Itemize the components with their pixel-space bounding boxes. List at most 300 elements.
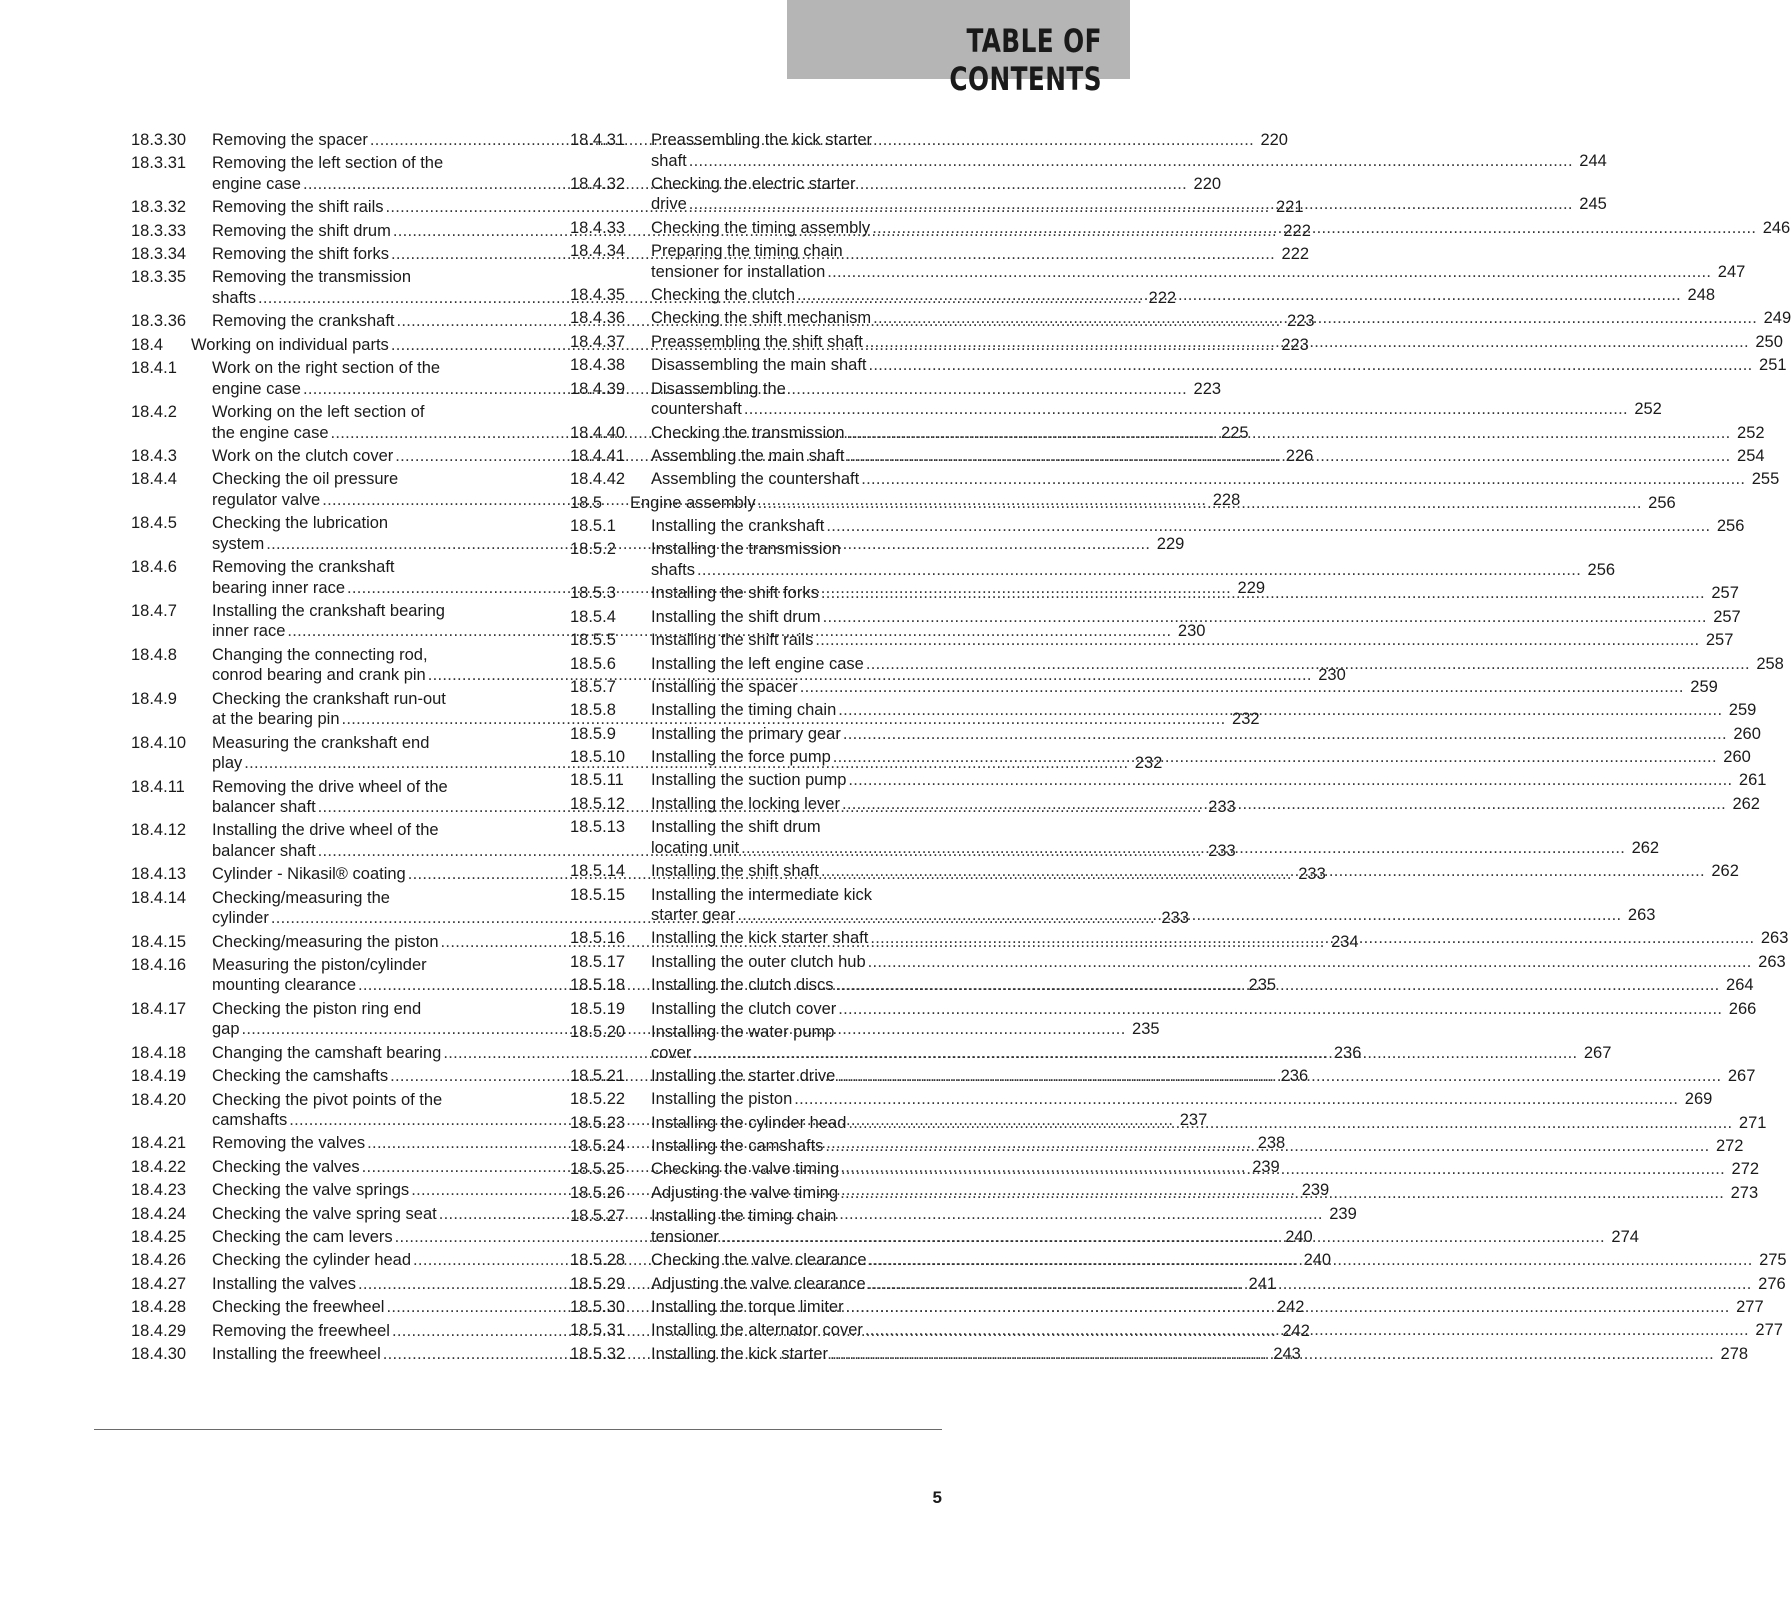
dot-leader <box>815 630 1699 651</box>
dot-leader <box>838 700 1722 721</box>
toc-entry-page: 232 <box>1134 754 1163 773</box>
dot-leader <box>689 151 1573 172</box>
dot-leader <box>758 493 1642 514</box>
toc-entry-page: 222 <box>1283 221 1311 240</box>
toc-entry-number: 18.4.4 <box>131 470 177 489</box>
dot-leader <box>869 1250 1753 1271</box>
toc-entry-page: 256 <box>1648 493 1676 512</box>
toc-entry-title-line: Installing the shift drum <box>651 607 821 626</box>
toc-entry-page: 248 <box>1687 286 1716 305</box>
toc-entry-title-line: camshafts <box>212 1111 288 1130</box>
toc-entry-page: 267 <box>1727 1066 1756 1085</box>
toc-entry-page: 230 <box>1318 666 1346 685</box>
toc-entry-number: 18.5.19 <box>570 999 626 1018</box>
toc-entry-number: 18.3.32 <box>131 198 187 217</box>
dot-leader <box>869 355 1753 376</box>
toc-entry-number: 18.4.35 <box>570 286 626 305</box>
dot-leader <box>870 928 1754 949</box>
toc-entry-page: 242 <box>1282 1321 1310 1340</box>
toc-entry-number: 18.4.6 <box>131 558 177 577</box>
toc-entry-title-line: cylinder <box>212 909 269 928</box>
toc-entry-number: 18.4.41 <box>570 446 626 465</box>
toc-entry-page: 258 <box>1756 654 1784 673</box>
toc-entry-page: 257 <box>1705 631 1734 650</box>
toc-entry-page: 235 <box>1132 1020 1160 1039</box>
toc-entry-title-line: Installing the camshafts <box>651 1137 824 1156</box>
toc-entry-title-line: Checking the valve spring seat <box>212 1204 437 1223</box>
toc-entry-number: 18.4.40 <box>570 423 626 442</box>
toc-entry-page: 249 <box>1763 309 1791 328</box>
toc-entry-page: 243 <box>1273 1344 1301 1363</box>
toc-entry-title-line: Removing the valves <box>212 1134 366 1153</box>
toc-entry[interactable] <box>570 999 1757 1020</box>
dot-leader <box>861 469 1745 490</box>
toc-entry-title-line: Adjusting the valve timing <box>651 1183 839 1202</box>
toc-entry-page: 233 <box>1298 865 1326 884</box>
toc-entry-number: 18.4.5 <box>131 514 177 533</box>
toc-entry-page: 252 <box>1634 400 1662 419</box>
toc-entry-title-line: system <box>212 534 265 553</box>
toc-entry-number: 18.4.29 <box>131 1321 187 1340</box>
toc-entry-page: 262 <box>1631 838 1660 857</box>
toc-entry-page: 263 <box>1758 952 1786 971</box>
toc-entry-title-line: regulator valve <box>212 490 321 509</box>
toc-entry-number: 18.4.19 <box>131 1067 187 1086</box>
toc-entry-page: 236 <box>1333 1043 1362 1062</box>
page-number: 5 <box>932 1488 942 1507</box>
toc-entry-number: 18.4.15 <box>131 932 187 951</box>
toc-entry-page: 276 <box>1758 1274 1786 1293</box>
dot-leader <box>865 1320 1749 1341</box>
dot-leader <box>821 583 1705 604</box>
toc-entry-title-line: Installing the shift shaft <box>651 862 819 881</box>
toc-entry-number: 18.3.33 <box>131 221 187 240</box>
toc-entry-page: 261 <box>1738 771 1767 790</box>
dot-leader <box>833 747 1717 768</box>
toc-entry-title-line: Checking the pivot points of the <box>212 1090 443 1109</box>
toc-entry-title-line: Removing the left section of the <box>212 154 444 173</box>
toc-entry-title-line: Engine assembly <box>630 493 756 512</box>
toc-entry-title-line: Removing the shift rails <box>212 198 384 217</box>
toc-entry-title-line: drive <box>651 195 687 214</box>
toc-entry-title-line: Working on the left section of <box>212 403 425 422</box>
toc-entry-title <box>651 469 1780 490</box>
toc-entry-title-line: countershaft <box>651 400 742 419</box>
toc-entry-page: 246 <box>1762 218 1791 237</box>
toc-entry-page: 234 <box>1331 932 1359 951</box>
toc-entry[interactable] <box>570 469 1780 490</box>
toc-entry-title-line: Checking the transmission <box>651 423 845 442</box>
toc-entry[interactable] <box>570 1089 1713 1110</box>
toc-entry-page: 223 <box>1287 312 1315 331</box>
toc-entry-title-line: Checking the clutch <box>651 286 795 305</box>
toc-entry[interactable] <box>570 724 1761 745</box>
dot-leader <box>821 861 1705 882</box>
toc-entry-number: 18.4.7 <box>131 601 177 620</box>
dot-leader <box>847 423 1731 444</box>
toc-entry-title-line: Installing the clutch discs <box>651 976 834 995</box>
toc-entry-page: 230 <box>1177 622 1206 641</box>
toc-entry-page: 262 <box>1732 794 1760 813</box>
toc-entry-title-line: balancer shaft <box>212 798 316 817</box>
toc-entry-number: 18.5.14 <box>570 862 626 881</box>
toc-entry-page: 257 <box>1711 584 1739 603</box>
dot-leader <box>826 516 1710 537</box>
toc-entry-title <box>651 355 1787 376</box>
toc-entry-page: 220 <box>1193 174 1222 193</box>
toc-entry-number: 18.5.25 <box>570 1160 626 1179</box>
toc-entry-page: 256 <box>1587 560 1616 579</box>
toc-entry-title-line: Installing the suction pump <box>651 771 847 790</box>
dot-leader <box>868 952 1752 973</box>
toc-entry[interactable] <box>570 516 1745 537</box>
toc-entry-number: 18.4.39 <box>570 379 626 398</box>
toc-entry-title-line: Checking/measuring the piston <box>212 932 439 951</box>
toc-entry-title-line: conrod bearing and crank pin <box>212 666 426 685</box>
toc-entry-number: 18.5.16 <box>570 929 626 948</box>
toc-entry-title-line: Measuring the crankshaft end <box>212 733 430 752</box>
toc-entry-page: 267 <box>1583 1043 1612 1062</box>
toc-entry-number: 18.4.24 <box>131 1204 187 1223</box>
toc-entry-number: 18.5.4 <box>570 607 616 626</box>
toc-entry-number: 18.4.18 <box>131 1043 187 1062</box>
toc-entry-number: 18.3.30 <box>131 131 187 149</box>
toc-entry-title-line: Checking the valves <box>212 1157 360 1176</box>
toc-entry-title-line: Installing the water pump <box>651 1023 835 1041</box>
dot-leader <box>840 1183 1724 1204</box>
toc-entry-page: 244 <box>1579 151 1607 170</box>
toc-entry-number: 18.4.42 <box>570 470 626 489</box>
toc-entry-number: 18.4.11 <box>131 777 185 796</box>
toc-entry-title-line: Removing the spacer <box>212 131 368 149</box>
toc-entry-number: 18.4.1 <box>131 359 177 378</box>
dot-leader <box>693 1043 1577 1064</box>
dot-leader <box>794 1089 1678 1110</box>
toc-entry-title-line: the engine case <box>212 423 329 442</box>
toc-entry-title-line: Checking the camshafts <box>212 1067 389 1086</box>
toc-entry-page: 242 <box>1276 1298 1305 1317</box>
toc-entry-page: 259 <box>1728 701 1757 720</box>
toc-entry-title-line: Preparing the timing chain <box>651 242 843 261</box>
toc-entry-page: 277 <box>1755 1321 1783 1340</box>
toc-entry-page: 229 <box>1237 578 1266 597</box>
toc-entry-title-line: Changing the connecting rod, <box>212 645 428 664</box>
toc-entry-title <box>651 654 1784 675</box>
toc-entry-page: 263 <box>1760 929 1789 948</box>
toc-entry-title-line: Installing the crankshaft <box>651 517 825 536</box>
toc-entry-page: 272 <box>1715 1137 1744 1156</box>
toc-entry-page: 252 <box>1737 423 1765 442</box>
toc-entry-title-line: Checking the cylinder head <box>212 1251 412 1270</box>
toc-entry-title-line: Adjusting the valve clearance <box>651 1274 866 1293</box>
toc-entry-title-line: Assembling the countershaft <box>651 470 860 489</box>
toc-entry-title-line: Disassembling the main shaft <box>651 356 867 375</box>
toc-entry-page: 223 <box>1193 379 1222 398</box>
toc-entry[interactable] <box>570 654 1784 675</box>
dot-leader <box>827 262 1711 283</box>
dot-leader <box>873 308 1757 329</box>
toc-entry-page: 275 <box>1759 1251 1787 1270</box>
toc-entry-title-line: Installing the clutch cover <box>651 999 837 1018</box>
toc-entry-title-line: Cylinder - Nikasil® coating <box>212 865 406 884</box>
toc-entry-number: 18.4.32 <box>570 174 626 193</box>
dot-leader <box>848 1113 1732 1134</box>
toc-entry-page: 240 <box>1303 1251 1332 1270</box>
toc-entry-number: 18.5.31 <box>570 1321 626 1340</box>
toc-entry-title <box>651 1089 1713 1110</box>
toc-entry-number: 18.5.10 <box>570 748 626 767</box>
dot-leader <box>865 332 1749 353</box>
toc-entry-number: 18.5.8 <box>570 701 616 720</box>
toc-entry-title-line: Installing the valves <box>212 1274 356 1293</box>
toc-entry-number: 18.5.2 <box>570 540 616 559</box>
toc-entry-page: 236 <box>1280 1067 1309 1086</box>
toc-entry-number: 18.5.18 <box>570 976 626 995</box>
toc-entry-title-line: Checking the piston ring end <box>212 999 422 1018</box>
toc-entry-number: 18.4.3 <box>131 446 177 465</box>
toc-entry-title-line: Installing the shift forks <box>651 584 819 603</box>
dot-leader <box>721 1227 1605 1248</box>
toc-entry-page: 238 <box>1257 1134 1286 1153</box>
toc-entry-title-line: Installing the drive wheel of the <box>212 821 439 840</box>
toc-entry-page: 223 <box>1281 335 1309 354</box>
toc-entry-title-line: Assembling the main shaft <box>651 446 845 465</box>
toc-entry-title-line: Checking the valve timing <box>651 1160 840 1179</box>
toc-entry-title-line: Installing the shift drum <box>651 818 821 837</box>
toc-entry-title-line: cover <box>651 1043 692 1062</box>
toc-entry-page: 263 <box>1627 906 1656 925</box>
toc-entry-page: 235 <box>1248 976 1277 995</box>
toc-entry-number: 18.4.28 <box>131 1298 187 1317</box>
toc-entry-title-line: Installing the crankshaft bearing <box>212 601 445 620</box>
toc-entry-page: 239 <box>1252 1157 1280 1176</box>
toc-entry-title-line: Installing the primary gear <box>651 724 841 743</box>
toc-entry-title-line: Checking the timing assembly <box>651 218 871 237</box>
toc-entry-page: 264 <box>1726 976 1754 995</box>
toc-entry-title <box>651 724 1761 745</box>
toc-entry-number: 18.3.35 <box>131 268 187 287</box>
toc-entry-page: 239 <box>1301 1181 1330 1200</box>
toc-entry-number: 18.4.14 <box>131 888 187 907</box>
toc-entry-number: 18.5.26 <box>570 1183 626 1202</box>
toc-entry-number: 18.4.21 <box>131 1134 187 1153</box>
dot-leader <box>825 1136 1709 1157</box>
toc-entry-title-line: Installing the spacer <box>651 677 798 696</box>
toc-entry-page: 245 <box>1579 195 1607 214</box>
dot-leader <box>800 677 1684 698</box>
toc-entry-number: 18.3.34 <box>131 245 187 264</box>
dot-leader <box>697 560 1581 581</box>
toc-entry-page: 257 <box>1713 607 1741 626</box>
dot-leader <box>847 446 1731 467</box>
toc-entry-page: 237 <box>1179 1111 1208 1130</box>
toc-entry-page: 229 <box>1156 534 1185 553</box>
toc-entry-number: 18.4.8 <box>131 645 177 664</box>
toc-entry-page: 239 <box>1329 1204 1357 1223</box>
toc-entry-number: 18.5.15 <box>570 885 626 904</box>
toc-entry-number: 18.5.20 <box>570 1023 626 1041</box>
toc-entry-title-line: Installing the timing chain <box>651 1207 837 1226</box>
toc-entry-number: 18.4.36 <box>570 309 626 328</box>
toc-entry-title-line: Installing the shift rails <box>651 631 814 650</box>
toc-entry-title-line: shaft <box>651 151 687 170</box>
toc-entry-number: 18.5 <box>570 493 603 512</box>
toc-entry-page: 250 <box>1755 332 1783 351</box>
toc-entry-page: 255 <box>1751 470 1780 489</box>
dot-leader <box>866 654 1750 675</box>
toc-entry-title-line: engine case <box>212 174 301 193</box>
toc-entry-number: 18.5.22 <box>570 1090 626 1109</box>
toc-entry-page: 272 <box>1731 1160 1760 1179</box>
toc-entry-number: 18.4.37 <box>570 332 626 351</box>
toc-entry-title-line: at the bearing pin <box>212 710 340 729</box>
dot-leader <box>843 724 1727 745</box>
toc-entry-page: 262 <box>1711 862 1739 881</box>
toc-entry-title-line: mounting clearance <box>212 976 357 995</box>
dot-leader <box>741 838 1625 859</box>
toc-entry[interactable] <box>570 952 1786 973</box>
toc-entry-title-line: Installing the kick starter <box>651 1344 828 1363</box>
toc-entry[interactable] <box>570 607 1741 628</box>
toc-entry-number: 18.4 <box>131 335 164 354</box>
header-banner <box>787 0 1130 98</box>
toc-entry-number: 18.4.33 <box>570 218 626 237</box>
toc-entry-title-line: Checking the valve springs <box>212 1181 410 1200</box>
toc-entry-title-line: starter gear <box>651 906 736 925</box>
toc-entry-title-line: Work on the clutch cover <box>212 446 394 465</box>
toc-entry-number: 18.4.34 <box>570 242 626 261</box>
toc-entry-number: 18.4.23 <box>131 1181 187 1200</box>
toc-entry-page: 232 <box>1232 710 1260 729</box>
toc-entry-title-line: Installing the alternator cover <box>651 1321 863 1340</box>
toc-entry-number: 18.5.1 <box>570 517 616 536</box>
toc-entry-title-line: inner race <box>212 622 286 641</box>
toc-entry-title-line: Installing the freewheel <box>212 1344 381 1363</box>
toc-entry-title-line: gap <box>212 1020 240 1039</box>
toc-entry-title-line: play <box>212 754 243 773</box>
toc-entry-number: 18.5.12 <box>570 794 626 813</box>
toc-entry-number: 18.4.16 <box>131 955 187 974</box>
toc-entry-page: 269 <box>1684 1090 1713 1109</box>
dot-leader <box>842 794 1726 815</box>
toc-entry-number: 18.5.9 <box>570 724 616 743</box>
toc-entry-title-line: Removing the crankshaft <box>212 312 395 331</box>
toc-entry-title-line: Preassembling the shift shaft <box>651 332 863 351</box>
toc-entry-page: 251 <box>1759 356 1787 375</box>
toc-entry-title-line: Checking the oil pressure <box>212 470 399 489</box>
toc-entry-title <box>651 607 1741 628</box>
toc-entry-number: 18.4.27 <box>131 1274 187 1293</box>
toc-entry-title-line: Checking the electric starter <box>651 174 856 193</box>
toc-entry-page: 256 <box>1716 517 1745 536</box>
toc-entry-title <box>651 516 1745 537</box>
toc-entry-page: 241 <box>1248 1274 1277 1293</box>
toc-entry-number: 18.5.24 <box>570 1137 626 1156</box>
toc-entry-title-line: Removing the transmission <box>212 268 411 287</box>
toc-entry-title <box>651 999 1757 1020</box>
toc-entry-title-line: Installing the cylinder head <box>651 1113 847 1132</box>
toc-entry-page: 278 <box>1720 1344 1749 1363</box>
toc-entry-number: 18.5.6 <box>570 654 616 673</box>
toc-entry-title-line: Measuring the piston/cylinder <box>212 955 427 974</box>
toc-entry-title-line: Changing the camshaft bearing <box>212 1043 442 1062</box>
dot-leader <box>868 1274 1752 1295</box>
toc-entry-page: 240 <box>1285 1228 1313 1246</box>
toc-entry-title-line: Checking the lubrication <box>212 514 389 533</box>
toc-entry-title-line: engine case <box>212 379 301 398</box>
toc-entry-number: 18.5.21 <box>570 1066 626 1085</box>
toc-entry-number: 18.5.32 <box>570 1344 626 1363</box>
toc-entry-title-line: tensioner <box>651 1227 719 1246</box>
dot-leader <box>689 194 1573 215</box>
toc-entry-page: 260 <box>1723 748 1751 767</box>
toc-entry-title-line: Removing the shift drum <box>212 221 391 240</box>
toc-entry-title-line: Installing the force pump <box>651 748 831 767</box>
toc-entry-page: 271 <box>1738 1113 1767 1132</box>
toc-entry-number: 18.5.27 <box>570 1207 626 1226</box>
dot-leader <box>823 607 1707 628</box>
toc-entry-page: 260 <box>1733 724 1761 743</box>
toc-entry-title-line: Checking the shift mechanism <box>651 309 872 328</box>
toc-entry-number: 18.5.30 <box>570 1297 626 1316</box>
toc-entry-page: 277 <box>1736 1297 1764 1316</box>
toc-entry-title-line: tensioner for installation <box>651 262 826 281</box>
toc-entry-title-line: Checking the cam levers <box>212 1228 393 1246</box>
toc-entry-number: 18.4.9 <box>131 689 177 708</box>
toc-entry-title-line: Removing the shift forks <box>212 245 389 264</box>
toc-entry-title-line: Installing the timing chain <box>651 701 837 720</box>
toc-entry-title-line: shafts <box>651 560 696 579</box>
toc-entry-number: 18.4.31 <box>570 131 626 149</box>
toc-entry-title <box>651 952 1786 973</box>
dot-leader <box>846 1297 1730 1318</box>
toc-entry-title-line: Installing the left engine case <box>651 654 864 673</box>
toc-entry-number: 18.5.13 <box>570 818 626 837</box>
toc-entry-title-line: Checking the freewheel <box>212 1298 385 1317</box>
toc-entry-page: 228 <box>1212 490 1241 509</box>
toc-entry-number: 18.4.38 <box>570 356 626 375</box>
toc-entry-title-line: shafts <box>212 288 257 307</box>
toc-entry-title-line: Installing the kick starter shaft <box>651 929 869 948</box>
dot-leader <box>872 218 1756 239</box>
toc-entry-title-line: bearing inner race <box>212 578 345 597</box>
toc-entry[interactable] <box>570 355 1787 376</box>
toc-entry-title-line: Work on the right section of the <box>212 359 441 378</box>
toc-entry-title-line: Checking/measuring the <box>212 888 390 907</box>
toc-entry[interactable] <box>570 770 1767 791</box>
toc-entry-page: 273 <box>1730 1183 1759 1202</box>
toc-entry-title-line: Checking the crankshaft run-out <box>212 689 446 708</box>
toc-entry-title-line: Installing the transmission <box>651 540 841 559</box>
toc-entry-title <box>651 770 1767 791</box>
toc-entry-number: 18.4.17 <box>131 999 187 1018</box>
toc-entry-title-line: Checking the valve clearance <box>651 1251 867 1270</box>
dot-leader <box>837 1066 1721 1087</box>
toc-entry-page: 222 <box>1148 288 1177 307</box>
toc-entry-title-line: locating unit <box>651 838 740 857</box>
toc-entry-number: 18.4.10 <box>131 733 187 752</box>
toc-entry-title-line: Preassembling the kick starter <box>651 131 873 149</box>
toc-entry-number: 18.3.31 <box>131 154 187 173</box>
toc-entry-page: 226 <box>1285 446 1314 465</box>
toc-entry-number: 18.5.3 <box>570 584 616 603</box>
toc-entry-title-line: Removing the crankshaft <box>212 558 395 577</box>
toc-entry-page: 247 <box>1717 262 1746 281</box>
toc-entry-page: 222 <box>1281 245 1310 264</box>
toc-entry-number: 18.4.12 <box>131 821 187 840</box>
toc-entry[interactable] <box>570 677 1718 698</box>
toc-entry-title-line: Disassembling the <box>651 379 786 398</box>
